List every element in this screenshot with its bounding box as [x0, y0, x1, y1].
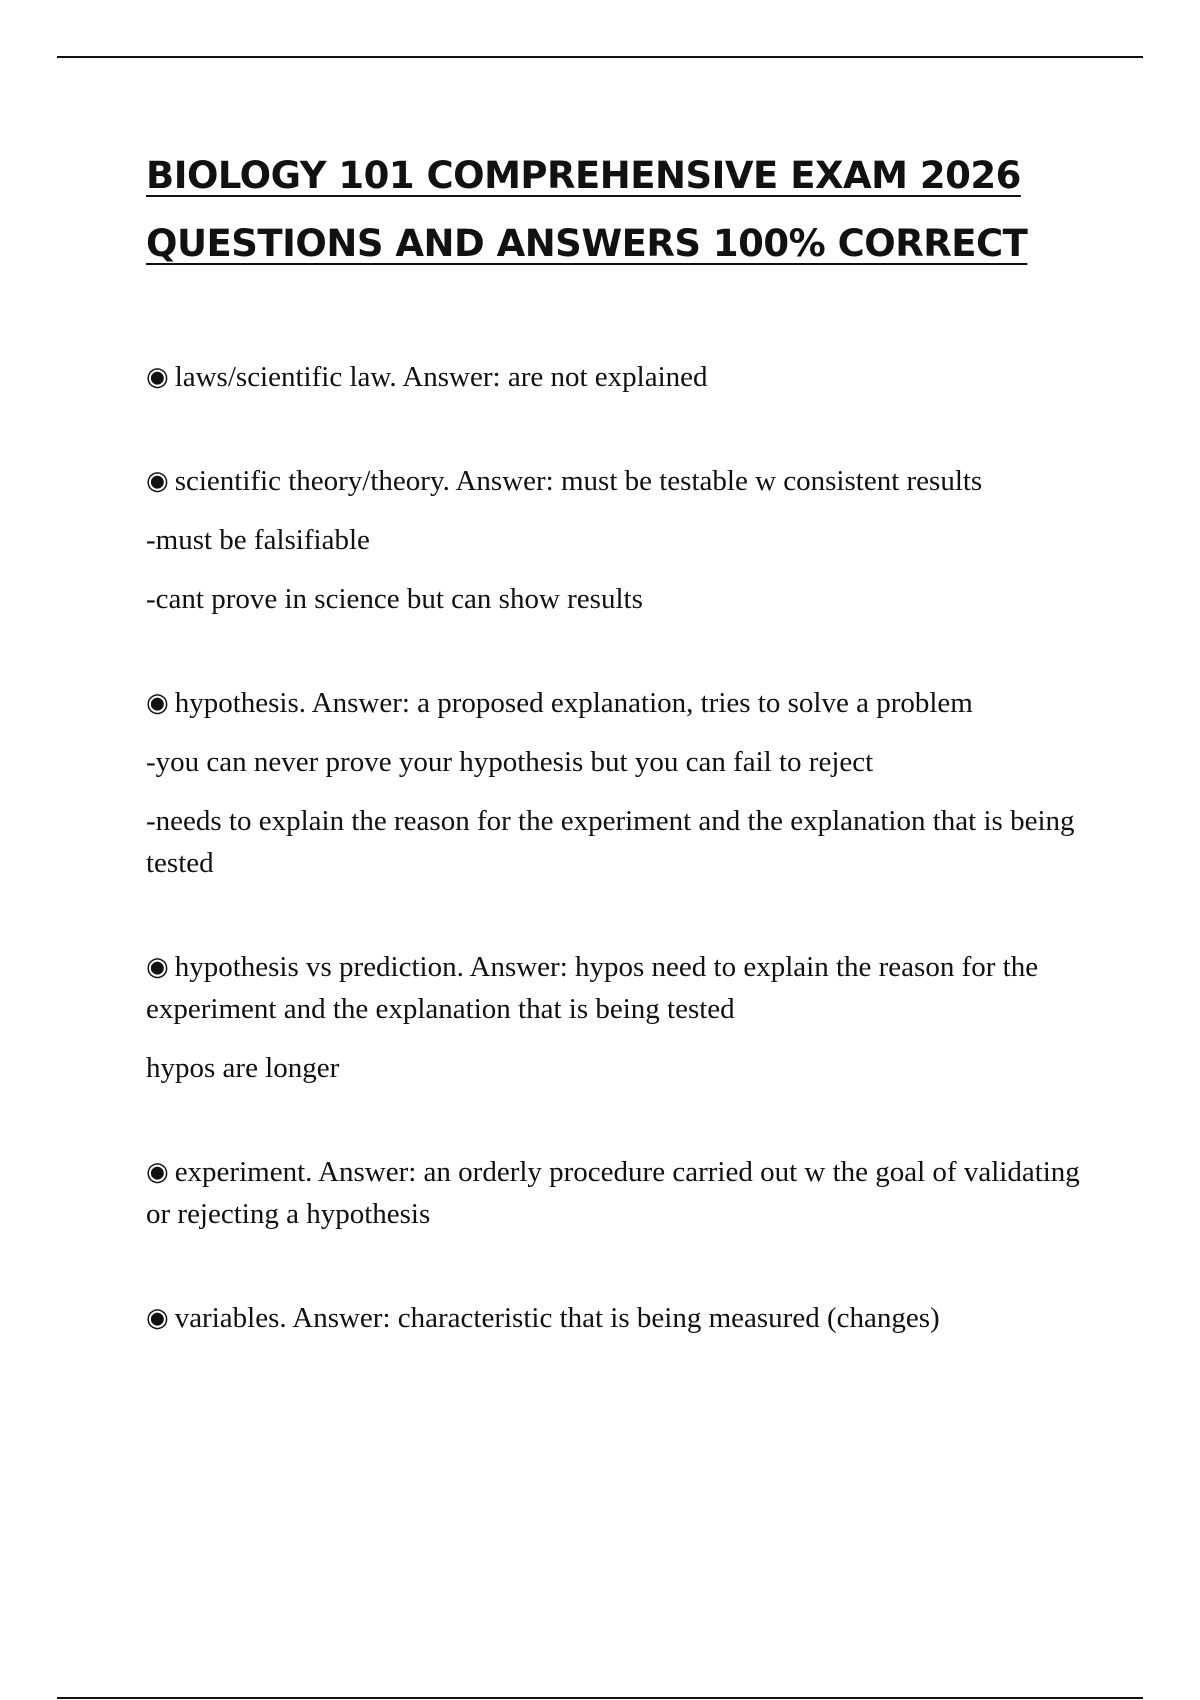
- qa-detail-line: -cant prove in science but can show results: [146, 583, 643, 615]
- radio-bullet-icon: ◉: [146, 1157, 169, 1187]
- qa-question-text: hypothesis vs prediction. Answer: hypos need to explain the reason for the experiment and the explanation that is being tested: [146, 951, 1039, 1025]
- top-rule: [57, 56, 1143, 58]
- qa-detail-line: -you can never prove your hypothesis but you can fail to reject: [146, 746, 874, 778]
- qa-item: [146, 1297, 1086, 1339]
- qa-question: [146, 460, 1086, 502]
- title-line-1: BIOLOGY 101 COMPREHENSIVE EXAM 2026: [146, 154, 1021, 197]
- page-content: [146, 142, 1086, 1401]
- qa-question: [146, 946, 1086, 1030]
- qa-detail-line: -must be falsifiable: [146, 524, 370, 556]
- qa-item: [146, 682, 1086, 884]
- qa-question-text: scientific theory/theory. Answer: must be testable w consistent results: [174, 465, 983, 497]
- qa-question-text: variables. Answer: characteristic that is being measured (changes): [174, 1302, 940, 1334]
- qa-item: [146, 460, 1086, 620]
- document-title: [146, 142, 1086, 278]
- qa-list: [146, 356, 1086, 1339]
- qa-item: [146, 1151, 1086, 1235]
- qa-question: [146, 1297, 1086, 1339]
- radio-bullet-icon: ◉: [146, 1303, 169, 1333]
- qa-detail-line: -needs to explain the reason for the experiment and the explanation that is being tested: [146, 805, 1075, 879]
- qa-detail-line: hypos are longer: [146, 1052, 340, 1084]
- qa-question-text: laws/scientific law. Answer: are not explained: [174, 361, 708, 393]
- radio-bullet-icon: ◉: [146, 466, 169, 496]
- qa-item: [146, 946, 1086, 1089]
- qa-question: [146, 1151, 1086, 1235]
- radio-bullet-icon: ◉: [146, 952, 169, 982]
- radio-bullet-icon: ◉: [146, 688, 169, 718]
- qa-question-text: experiment. Answer: an orderly procedure carried out w the goal of validating or rejecting a hypothesis: [146, 1156, 1080, 1230]
- qa-question-text: hypothesis. Answer: a proposed explanation, tries to solve a problem: [174, 687, 973, 719]
- title-line-2: QUESTIONS AND ANSWERS 100% CORRECT: [146, 222, 1028, 265]
- qa-item: [146, 356, 1086, 398]
- bottom-rule: [57, 1697, 1143, 1699]
- radio-bullet-icon: ◉: [146, 362, 169, 392]
- qa-question: [146, 356, 1086, 398]
- qa-question: [146, 682, 1086, 724]
